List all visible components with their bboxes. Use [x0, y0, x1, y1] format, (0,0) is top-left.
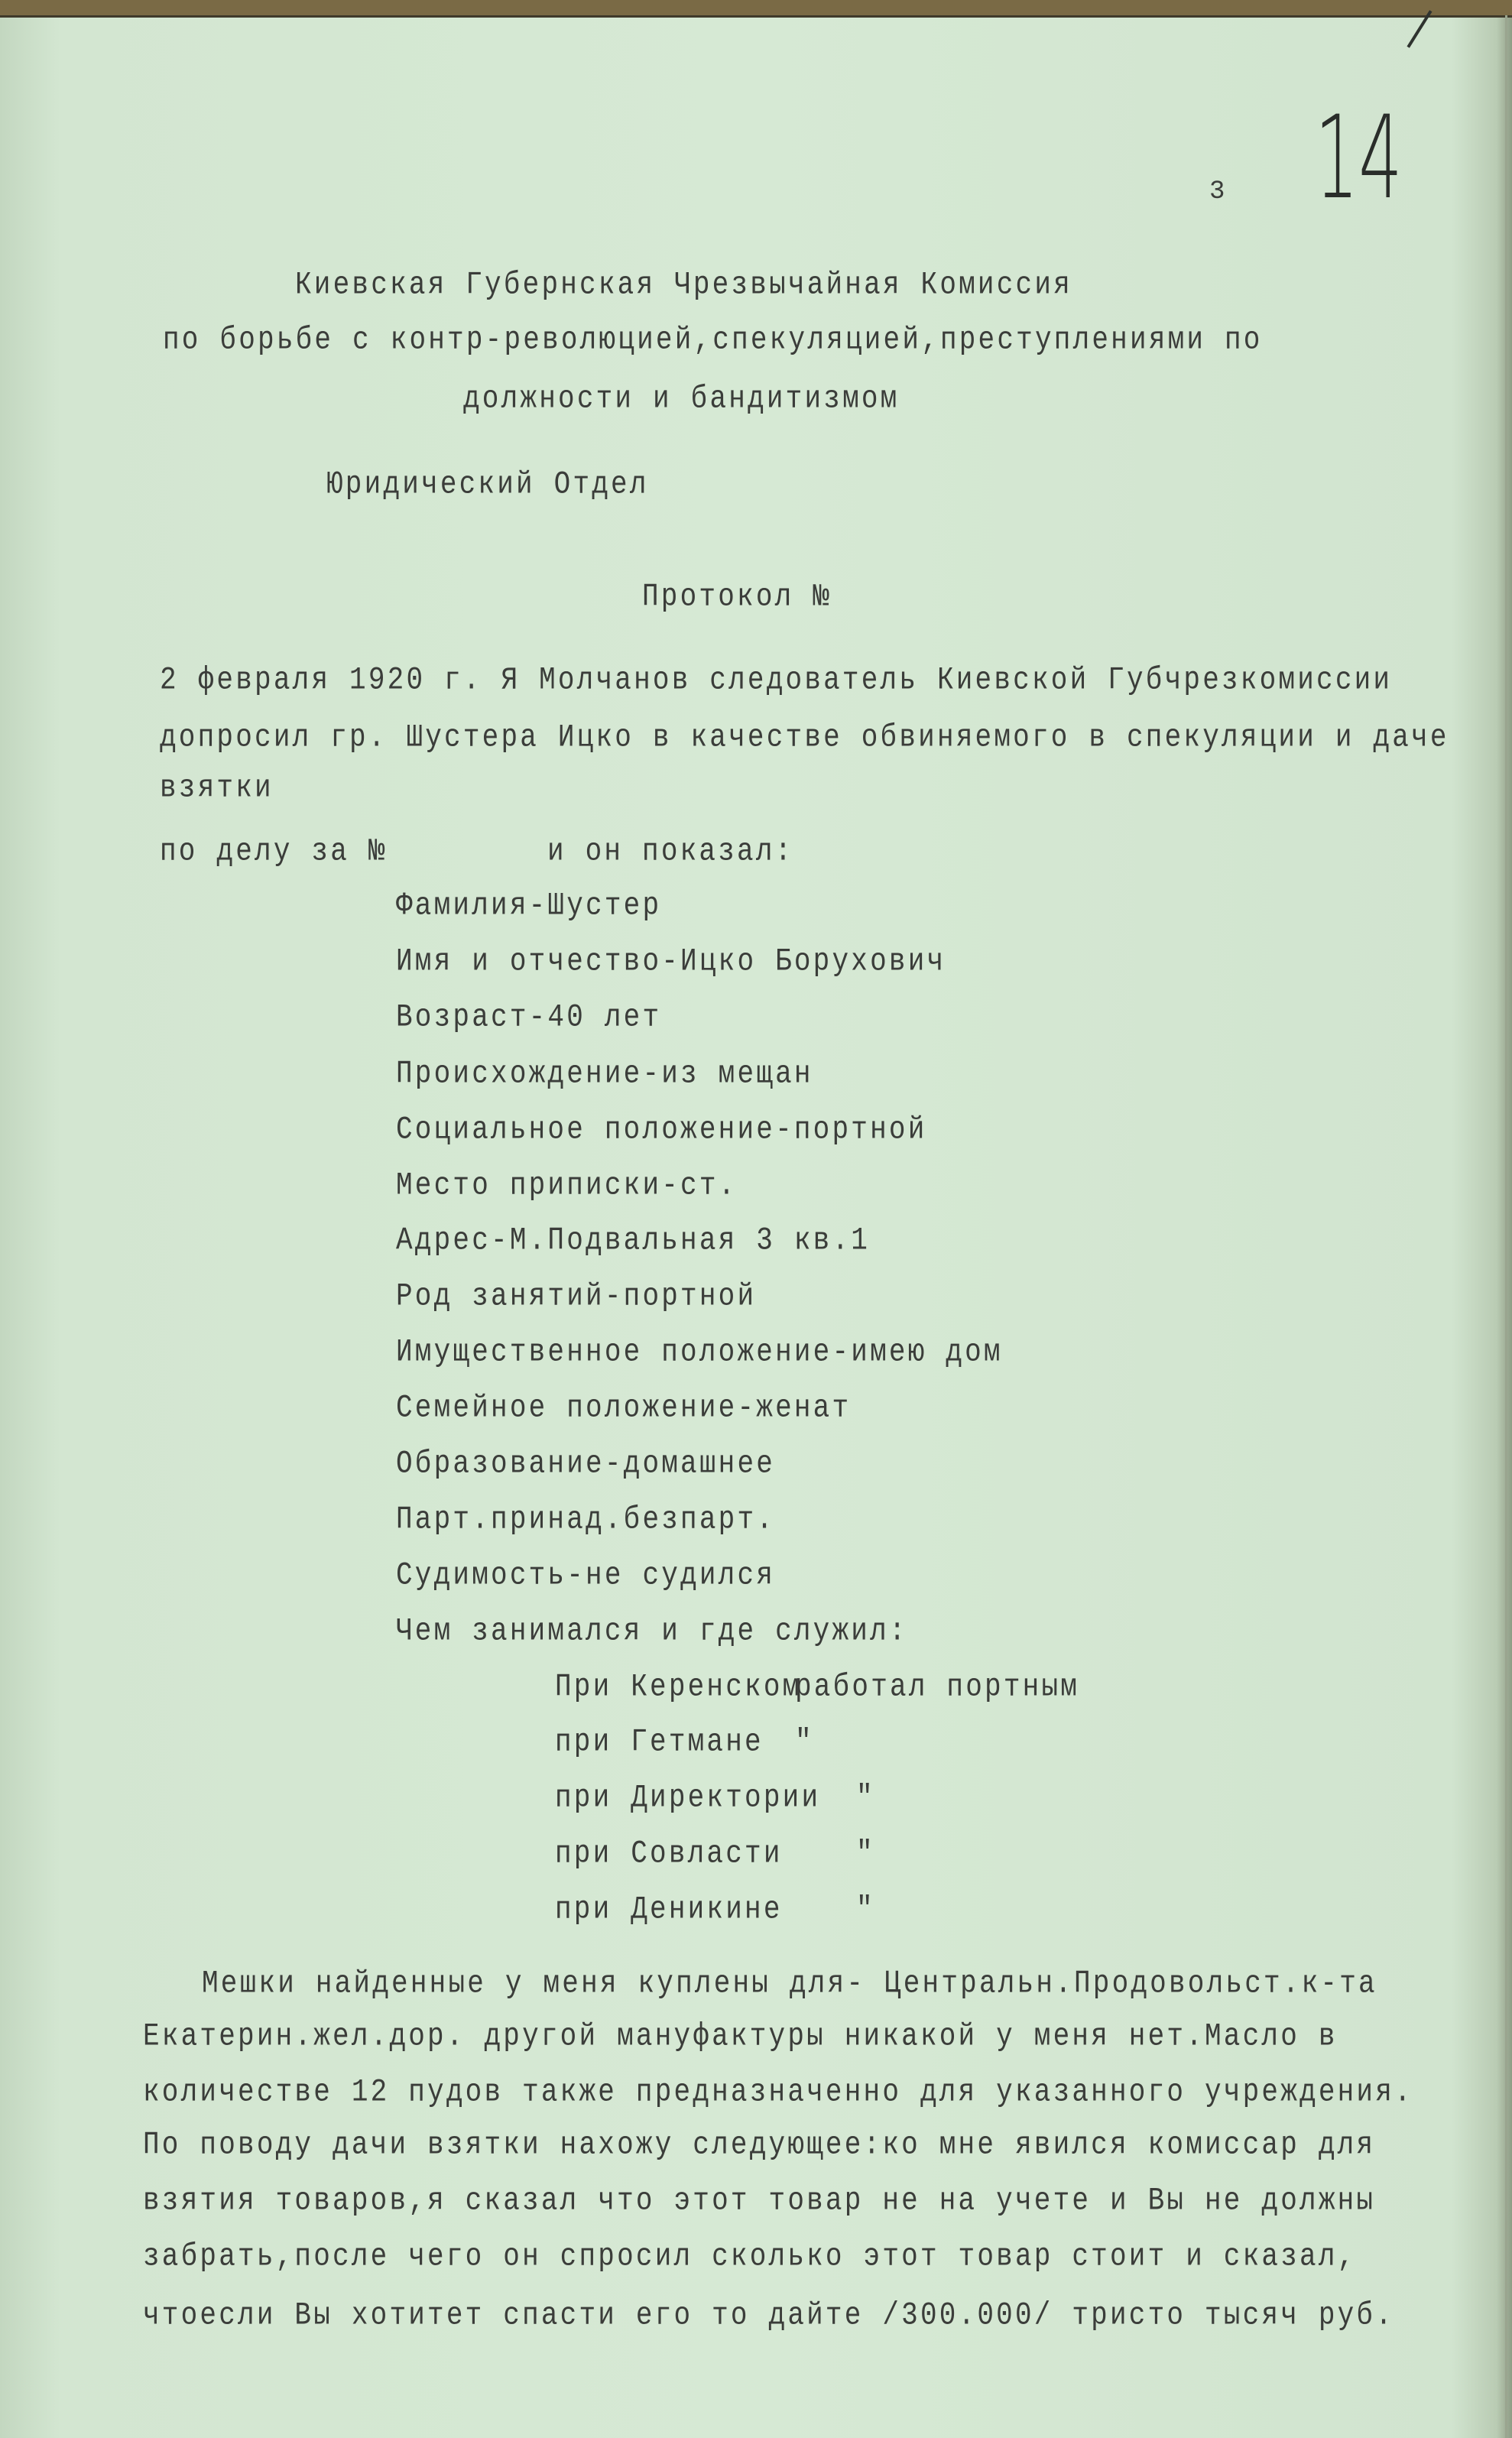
field-origin: Происхождение-из мещан [396, 1056, 813, 1092]
field-property: Имущественное положение-имею дом [396, 1334, 1003, 1371]
testimony-line: По поводу дачи взятки нахожу следующее:ко мне явился комиссар для [143, 2127, 1376, 2164]
intro-line-2: допросил гр. Шустера Ицко в качестве обвиняемого в спекуляции и даче [160, 719, 1449, 756]
handwritten-sheet-number: 14 [1315, 92, 1403, 225]
service-work: " [856, 1891, 875, 1928]
field-social-status: Социальное положение-портной [396, 1112, 927, 1148]
testimony-line: количестве 12 пудов также предназначенно для указанного учреждения. [143, 2074, 1413, 2111]
field-name: Имя и отчество-Ицко Борухович [396, 943, 946, 980]
intro-line-1: 2 февраля 1920 г. Я Молчанов следователь Киевской Губчрезкомиссии [160, 662, 1393, 699]
field-marital: Семейное положение-женат [396, 1390, 852, 1427]
header-line-2: по борьбе с контр-революцией,спекуляцией,преступлениями по [163, 322, 1263, 359]
header-line-1: Киевская Губернская Чрезвычайная Комиссия [295, 267, 1072, 304]
testimony-line: забрать,после чего он спросил сколько этот товар стоит и сказал, [143, 2238, 1357, 2275]
field-occupation: Род занятий-портной [396, 1278, 757, 1315]
field-address: Адрес-М.Подвальная 3 кв.1 [396, 1222, 871, 1259]
field-surname: Фамилия-Шустер [396, 888, 662, 924]
service-work: " [856, 1780, 875, 1816]
service-work: " [795, 1724, 814, 1761]
field-registration: Место приписки-ст. [396, 1167, 738, 1204]
testimony-line: чтоесли Вы хотитет спасти его то дайте /300.000/ тристо тысяч руб. [143, 2297, 1395, 2334]
testimony-line: Екатерин.жел.дор. другой мануфактуры никакой у меня нет.Масло в [143, 2018, 1338, 2055]
scan-top-edge [0, 0, 1512, 18]
field-convictions: Судимость-не судился [396, 1557, 776, 1594]
field-age: Возраст-40 лет [396, 999, 662, 1036]
field-party: Парт.принад.безпарт. [396, 1501, 776, 1538]
page-number: 3 [1209, 177, 1225, 206]
service-work: работал портным [795, 1669, 1080, 1706]
case-number-label: по делу за № [160, 833, 388, 870]
department-name: Юридический Отдел [326, 466, 649, 503]
field-education: Образование-домашнее [396, 1446, 776, 1482]
protocol-title: Протокол № [642, 579, 832, 615]
paper-right-edge [1505, 15, 1507, 2438]
service-period: при Деникине [555, 1891, 783, 1928]
testimony-line: Мешки найденные у меня куплены для- Центральн.Продовольст.к-та [202, 1966, 1377, 2002]
intro-line-3: взятки [160, 770, 274, 807]
service-work: " [856, 1836, 875, 1872]
service-period: при Директории [555, 1780, 821, 1816]
service-period: При Керенском [555, 1669, 802, 1706]
field-employment: Чем занимался и где служил: [396, 1613, 908, 1650]
testimony-line: взятия товаров,я сказал что этот товар не на учете и Вы не должны [143, 2183, 1376, 2219]
service-period: при Гетмане [555, 1724, 764, 1761]
service-period: при Совласти [555, 1836, 783, 1872]
header-line-3: должности и бандитизмом [463, 381, 900, 417]
case-testimony-intro: и он показал: [547, 833, 794, 870]
